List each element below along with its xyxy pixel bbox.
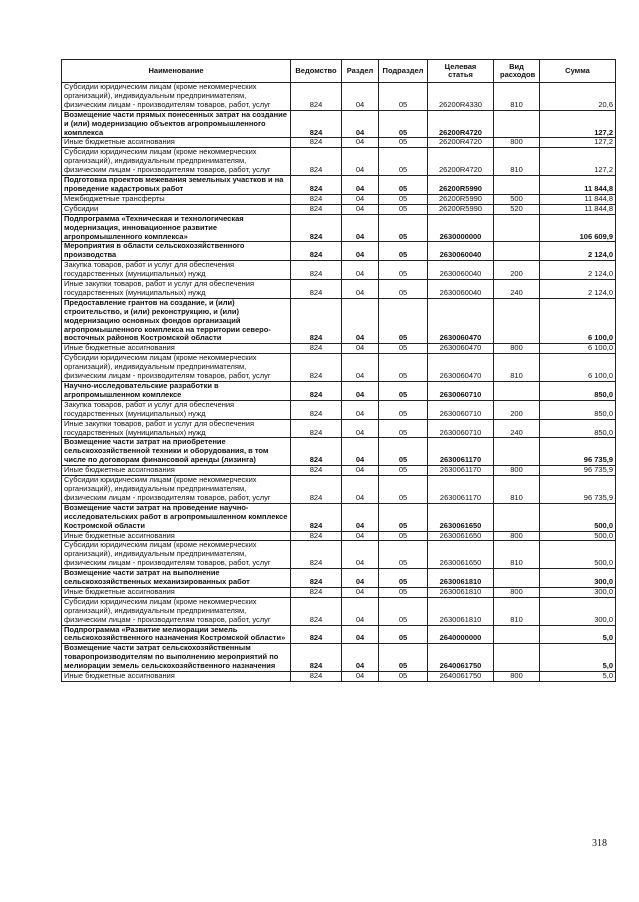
- cell-subsection: 05: [379, 176, 428, 195]
- cell-name: Иные бюджетные ассигнования: [62, 344, 291, 354]
- cell-amount: 2 124,0: [540, 261, 616, 280]
- cell-section: 04: [342, 419, 379, 438]
- table-row: [62, 261, 616, 280]
- cell-subsection: 05: [379, 531, 428, 541]
- cell-target-article: 2630060040: [428, 280, 494, 299]
- cell-target-article: 2630060710: [428, 419, 494, 438]
- cell-expense-type: [494, 644, 540, 672]
- table-row: [62, 214, 616, 242]
- cell-expense-type: 800: [494, 587, 540, 597]
- cell-subsection: 05: [379, 466, 428, 476]
- cell-department: 824: [291, 569, 342, 588]
- table-row: [62, 204, 616, 214]
- cell-department: 824: [291, 438, 342, 466]
- cell-subsection: 05: [379, 382, 428, 401]
- cell-section: 04: [342, 354, 379, 382]
- header-amount: Сумма: [540, 60, 616, 83]
- table-row: [62, 587, 616, 597]
- cell-section: 04: [342, 587, 379, 597]
- cell-department: 824: [291, 541, 342, 569]
- cell-name: Иные закупки товаров, работ и услуг для обеспечения государственных (муниципальных) нужд: [62, 280, 291, 299]
- cell-name: Возмещение части затрат на проведение научно-исследовательских работ в агропромышленном комплексе Костромской области: [62, 503, 291, 531]
- cell-name: Субсидии юридическим лицам (кроме некоммерческих организаций), индивидуальным предпринимателям, физическим лицам - производителям товаров, работ, услуг: [62, 354, 291, 382]
- cell-name: Возмещение части затрат сельскохозяйственным товаропроизводителям по выполнению мероприятий по мелиорации земель сельскохозяйственного назначения: [62, 644, 291, 672]
- cell-name: Подпрограмма «Развитие мелиорации земель сельскохозяйственного назначения Костромской области»: [62, 625, 291, 644]
- table-row: [62, 476, 616, 504]
- cell-section: 04: [342, 466, 379, 476]
- cell-name: Субсидии юридическим лицам (кроме некоммерческих организаций), индивидуальным предпринимателям, физическим лицам - производителям товаров, работ, услуг: [62, 541, 291, 569]
- cell-name: Иные бюджетные ассигнования: [62, 531, 291, 541]
- cell-target-article: 2630061650: [428, 503, 494, 531]
- cell-section: 04: [342, 438, 379, 466]
- cell-department: 824: [291, 214, 342, 242]
- cell-department: 824: [291, 587, 342, 597]
- cell-department: 824: [291, 148, 342, 176]
- cell-name: Подготовка проектов межевания земельных участков и на проведение кадастровых работ: [62, 176, 291, 195]
- cell-target-article: 2630000000: [428, 214, 494, 242]
- cell-section: 04: [342, 110, 379, 138]
- cell-name: Иные бюджетные ассигнования: [62, 587, 291, 597]
- page-number: 318: [592, 838, 607, 849]
- cell-expense-type: [494, 176, 540, 195]
- cell-department: 824: [291, 466, 342, 476]
- cell-section: 04: [342, 280, 379, 299]
- cell-section: 04: [342, 476, 379, 504]
- cell-amount: 850,0: [540, 419, 616, 438]
- cell-subsection: 05: [379, 148, 428, 176]
- cell-amount: 127,2: [540, 148, 616, 176]
- cell-target-article: 26200R4720: [428, 138, 494, 148]
- table-row: [62, 466, 616, 476]
- cell-section: 04: [342, 176, 379, 195]
- table-row: [62, 419, 616, 438]
- cell-department: 824: [291, 382, 342, 401]
- table-row: [62, 83, 616, 111]
- cell-section: 04: [342, 194, 379, 204]
- cell-amount: 96 735,9: [540, 466, 616, 476]
- cell-department: 824: [291, 354, 342, 382]
- cell-expense-type: 810: [494, 148, 540, 176]
- cell-target-article: 2640061750: [428, 644, 494, 672]
- cell-name: Иные бюджетные ассигнования: [62, 672, 291, 682]
- table-row: [62, 597, 616, 625]
- cell-target-article: 2640061750: [428, 672, 494, 682]
- table-row: [62, 400, 616, 419]
- cell-amount: 850,0: [540, 400, 616, 419]
- cell-subsection: 05: [379, 83, 428, 111]
- cell-subsection: 05: [379, 672, 428, 682]
- cell-expense-type: [494, 438, 540, 466]
- table-header-row: [62, 60, 616, 83]
- cell-department: 824: [291, 261, 342, 280]
- table-row: [62, 110, 616, 138]
- cell-expense-type: [494, 569, 540, 588]
- cell-subsection: 05: [379, 419, 428, 438]
- cell-subsection: 05: [379, 503, 428, 531]
- cell-subsection: 05: [379, 354, 428, 382]
- cell-subsection: 05: [379, 569, 428, 588]
- cell-name: Субсидии юридическим лицам (кроме некоммерческих организаций), индивидуальным предпринимателям, физическим лицам - производителям товаров, работ, услуг: [62, 83, 291, 111]
- table-row: [62, 280, 616, 299]
- cell-expense-type: 810: [494, 597, 540, 625]
- cell-section: 04: [342, 214, 379, 242]
- cell-department: 824: [291, 344, 342, 354]
- budget-table: [61, 59, 616, 682]
- table-row: [62, 242, 616, 261]
- cell-target-article: 2630060710: [428, 400, 494, 419]
- cell-section: 04: [342, 400, 379, 419]
- cell-target-article: 2640000000: [428, 625, 494, 644]
- cell-name: Иные закупки товаров, работ и услуг для обеспечения государственных (муниципальных) нужд: [62, 419, 291, 438]
- cell-subsection: 05: [379, 261, 428, 280]
- cell-target-article: 26200R4330: [428, 83, 494, 111]
- cell-target-article: 2630061650: [428, 541, 494, 569]
- cell-expense-type: 810: [494, 541, 540, 569]
- table-row: [62, 531, 616, 541]
- cell-section: 04: [342, 569, 379, 588]
- cell-department: 824: [291, 138, 342, 148]
- cell-department: 824: [291, 503, 342, 531]
- cell-department: 824: [291, 644, 342, 672]
- cell-expense-type: 810: [494, 476, 540, 504]
- cell-department: 824: [291, 280, 342, 299]
- header-target-article: Целевая статья: [428, 60, 494, 83]
- cell-department: 824: [291, 625, 342, 644]
- cell-subsection: 05: [379, 194, 428, 204]
- cell-subsection: 05: [379, 280, 428, 299]
- cell-expense-type: 800: [494, 138, 540, 148]
- cell-department: 824: [291, 298, 342, 344]
- header-subsection: Подраздел: [379, 60, 428, 83]
- cell-subsection: 05: [379, 476, 428, 504]
- cell-amount: 11 844,8: [540, 194, 616, 204]
- cell-amount: 6 100,0: [540, 344, 616, 354]
- cell-amount: 20,6: [540, 83, 616, 111]
- table-row: [62, 625, 616, 644]
- cell-amount: 500,0: [540, 541, 616, 569]
- cell-section: 04: [342, 242, 379, 261]
- cell-target-article: 2630061650: [428, 531, 494, 541]
- cell-expense-type: 800: [494, 466, 540, 476]
- cell-name: Возмещение части затрат на приобретение сельскохозяйственной техники и оборудования, в том числе по договорам финансовой аренды (лизинга): [62, 438, 291, 466]
- cell-name: Иные бюджетные ассигнования: [62, 466, 291, 476]
- table-row: [62, 148, 616, 176]
- cell-target-article: 26200R4720: [428, 148, 494, 176]
- cell-target-article: 2630061170: [428, 476, 494, 504]
- cell-target-article: 2630061810: [428, 569, 494, 588]
- cell-target-article: 26200R4720: [428, 110, 494, 138]
- table-row: [62, 138, 616, 148]
- cell-subsection: 05: [379, 344, 428, 354]
- table-row: [62, 569, 616, 588]
- cell-department: 824: [291, 110, 342, 138]
- cell-target-article: 2630060470: [428, 344, 494, 354]
- table-body: [62, 83, 616, 682]
- header-department: Ведомство: [291, 60, 342, 83]
- cell-name: Субсидии юридическим лицам (кроме некоммерческих организаций), индивидуальным предпринимателям, физическим лицам - производителям товаров, работ, услуг: [62, 148, 291, 176]
- cell-amount: 5,0: [540, 672, 616, 682]
- cell-target-article: 2630060710: [428, 382, 494, 401]
- cell-subsection: 05: [379, 242, 428, 261]
- cell-section: 04: [342, 344, 379, 354]
- cell-department: 824: [291, 597, 342, 625]
- cell-section: 04: [342, 148, 379, 176]
- cell-expense-type: 800: [494, 344, 540, 354]
- cell-name: Межбюджетные трансферты: [62, 194, 291, 204]
- cell-subsection: 05: [379, 597, 428, 625]
- cell-amount: 96 735,9: [540, 476, 616, 504]
- cell-expense-type: 240: [494, 280, 540, 299]
- cell-name: Научно-исследовательские разработки в агропромышленном комплексе: [62, 382, 291, 401]
- cell-section: 04: [342, 138, 379, 148]
- cell-subsection: 05: [379, 644, 428, 672]
- cell-name: Предоставление грантов на создание, и (или) строительство, и (или) реконструкцию, и (или) модернизацию основных фондов организаций агропромышленного комплекса на территории северо-восточных районов Костромской области: [62, 298, 291, 344]
- cell-amount: 11 844,8: [540, 204, 616, 214]
- cell-amount: 300,0: [540, 587, 616, 597]
- cell-expense-type: [494, 298, 540, 344]
- cell-subsection: 05: [379, 138, 428, 148]
- table-row: [62, 176, 616, 195]
- cell-amount: 6 100,0: [540, 354, 616, 382]
- cell-name: Закупка товаров, работ и услуг для обеспечения государственных (муниципальных) нужд: [62, 400, 291, 419]
- cell-department: 824: [291, 476, 342, 504]
- cell-expense-type: [494, 382, 540, 401]
- cell-expense-type: 500: [494, 194, 540, 204]
- cell-section: 04: [342, 382, 379, 401]
- cell-section: 04: [342, 503, 379, 531]
- cell-subsection: 05: [379, 204, 428, 214]
- cell-section: 04: [342, 672, 379, 682]
- cell-amount: 5,0: [540, 625, 616, 644]
- cell-name: Субсидии: [62, 204, 291, 214]
- cell-name: Мероприятия в области сельскохозяйственного производства: [62, 242, 291, 261]
- cell-target-article: 2630060040: [428, 261, 494, 280]
- cell-amount: 127,2: [540, 110, 616, 138]
- header-name: Наименование: [62, 60, 291, 83]
- cell-subsection: 05: [379, 298, 428, 344]
- cell-department: 824: [291, 176, 342, 195]
- cell-department: 824: [291, 672, 342, 682]
- cell-target-article: 26200R5990: [428, 176, 494, 195]
- cell-subsection: 05: [379, 110, 428, 138]
- header-section: Раздел: [342, 60, 379, 83]
- table-row: [62, 298, 616, 344]
- table-row: [62, 438, 616, 466]
- cell-amount: 500,0: [540, 503, 616, 531]
- cell-expense-type: 200: [494, 261, 540, 280]
- cell-name: Возмещение части прямых понесенных затрат на создание и (или) модернизацию объектов агропромышленного комплекса: [62, 110, 291, 138]
- cell-expense-type: 520: [494, 204, 540, 214]
- cell-expense-type: 810: [494, 354, 540, 382]
- cell-target-article: 2630060470: [428, 298, 494, 344]
- cell-target-article: 26200R5990: [428, 194, 494, 204]
- cell-target-article: 2630061170: [428, 438, 494, 466]
- cell-subsection: 05: [379, 400, 428, 419]
- cell-target-article: 2630061810: [428, 587, 494, 597]
- cell-department: 824: [291, 419, 342, 438]
- cell-amount: 500,0: [540, 531, 616, 541]
- cell-name: Подпрограмма «Техническая и технологическая модернизация, инновационное развитие агропромышленного комплекса»: [62, 214, 291, 242]
- cell-subsection: 05: [379, 541, 428, 569]
- cell-department: 824: [291, 204, 342, 214]
- cell-name: Иные бюджетные ассигнования: [62, 138, 291, 148]
- cell-section: 04: [342, 597, 379, 625]
- cell-target-article: 2630060040: [428, 242, 494, 261]
- table-row: [62, 541, 616, 569]
- cell-section: 04: [342, 204, 379, 214]
- cell-amount: 6 100,0: [540, 298, 616, 344]
- cell-target-article: 2630061810: [428, 597, 494, 625]
- cell-section: 04: [342, 261, 379, 280]
- cell-department: 824: [291, 400, 342, 419]
- cell-name: Субсидии юридическим лицам (кроме некоммерческих организаций), индивидуальным предпринимателям, физическим лицам - производителям товаров, работ, услуг: [62, 476, 291, 504]
- cell-department: 824: [291, 83, 342, 111]
- cell-target-article: 2630061170: [428, 466, 494, 476]
- cell-department: 824: [291, 531, 342, 541]
- cell-department: 824: [291, 242, 342, 261]
- cell-amount: 127,2: [540, 138, 616, 148]
- cell-subsection: 05: [379, 214, 428, 242]
- cell-subsection: 05: [379, 438, 428, 466]
- cell-amount: 300,0: [540, 569, 616, 588]
- cell-section: 04: [342, 531, 379, 541]
- cell-expense-type: 800: [494, 531, 540, 541]
- cell-amount: 106 609,9: [540, 214, 616, 242]
- cell-amount: 96 735,9: [540, 438, 616, 466]
- cell-subsection: 05: [379, 587, 428, 597]
- cell-expense-type: [494, 503, 540, 531]
- header-expense-type: Вид расходов: [494, 60, 540, 83]
- cell-section: 04: [342, 83, 379, 111]
- cell-section: 04: [342, 625, 379, 644]
- table-row: [62, 672, 616, 682]
- table-row: [62, 194, 616, 204]
- table-row: [62, 354, 616, 382]
- cell-section: 04: [342, 541, 379, 569]
- cell-amount: 11 844,8: [540, 176, 616, 195]
- cell-amount: 5,0: [540, 644, 616, 672]
- cell-expense-type: 800: [494, 672, 540, 682]
- cell-expense-type: 200: [494, 400, 540, 419]
- cell-amount: 2 124,0: [540, 280, 616, 299]
- cell-section: 04: [342, 298, 379, 344]
- cell-amount: 850,0: [540, 382, 616, 401]
- cell-target-article: 26200R5990: [428, 204, 494, 214]
- table-row: [62, 382, 616, 401]
- cell-expense-type: [494, 214, 540, 242]
- table-row: [62, 503, 616, 531]
- cell-section: 04: [342, 644, 379, 672]
- cell-expense-type: 810: [494, 83, 540, 111]
- table-row: [62, 644, 616, 672]
- cell-name: Возмещение части затрат на выполнение сельскохозяйственных механизированных работ: [62, 569, 291, 588]
- cell-subsection: 05: [379, 625, 428, 644]
- cell-expense-type: [494, 625, 540, 644]
- cell-amount: 300,0: [540, 597, 616, 625]
- cell-department: 824: [291, 194, 342, 204]
- table-row: [62, 344, 616, 354]
- cell-name: Закупка товаров, работ и услуг для обеспечения государственных (муниципальных) нужд: [62, 261, 291, 280]
- cell-name: Субсидии юридическим лицам (кроме некоммерческих организаций), индивидуальным предпринимателям, физическим лицам - производителям товаров, работ, услуг: [62, 597, 291, 625]
- cell-target-article: 2630060470: [428, 354, 494, 382]
- cell-amount: 2 124,0: [540, 242, 616, 261]
- cell-expense-type: 240: [494, 419, 540, 438]
- cell-expense-type: [494, 110, 540, 138]
- cell-expense-type: [494, 242, 540, 261]
